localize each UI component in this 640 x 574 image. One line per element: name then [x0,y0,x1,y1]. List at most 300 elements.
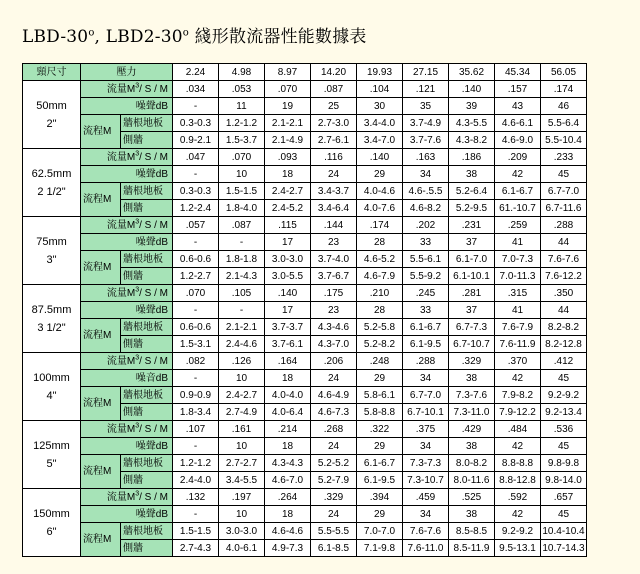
noise-value: - [219,234,265,251]
noise-value: 34 [403,370,449,387]
title-model-2: , LBD2-30 [94,27,183,47]
ceiling-throw-value: 7.0-7.0 [357,523,403,540]
ceiling-throw-value: 6.1-7.0 [449,251,495,268]
noise-value: 24 [311,506,357,523]
flow-value: .264 [265,489,311,506]
pressure-value: 19.93 [357,64,403,81]
noise-value: - [173,438,219,455]
flow-label [81,149,173,166]
side-throw-value: 4.6-7.9 [357,268,403,285]
ceiling-throw-value: 0.6-0.6 [173,251,219,268]
flow-value: .394 [357,489,403,506]
flow-value: .329 [311,489,357,506]
noise-row [23,506,587,523]
flow-value: .412 [541,353,587,370]
noise-value: 41 [495,302,541,319]
throw-label: 流程M [81,523,121,557]
side-throw-value: 2.1-4.9 [265,132,311,149]
ceiling-throw-value: 4.6-4.6 [265,523,311,540]
ceiling-throw-value: 5.5-6.1 [403,251,449,268]
neck-size-cell [23,149,81,217]
side-throw-value: 1.2-2.7 [173,268,219,285]
ceiling-throw-value: 4.6-6.1 [495,115,541,132]
flow-label-prefix: 流量M [106,219,136,231]
ceiling-throw-value: 1.2-1.2 [219,115,265,132]
neck-size-cell [23,217,81,285]
ceiling-throw-value: 9.2-9.2 [495,523,541,540]
side-throw-value: 8.8-12.8 [495,472,541,489]
side-throw-value: 7.1-9.8 [357,540,403,557]
flow-value: .087 [311,81,357,98]
noise-value: 29 [357,506,403,523]
flow-value: .140 [265,285,311,302]
noise-row [23,370,587,387]
ceiling-throw-value: 7.9-8.2 [495,387,541,404]
neck-size-mm: 50mm [36,99,67,112]
side-throw-value: 7.6-11.0 [403,540,449,557]
flow-label [81,81,173,98]
ceiling-throw-value: 5.2-6.4 [449,183,495,200]
ceiling-throw-value: 2.7-3.0 [311,115,357,132]
noise-value: 10 [219,370,265,387]
noise-value: 23 [311,302,357,319]
noise-value: 37 [449,234,495,251]
noise-value: 33 [403,302,449,319]
noise-row [23,234,587,251]
noise-value: 18 [265,166,311,183]
neck-size-mm: 75mm [36,235,67,248]
neck-size-inch: 4" [46,389,57,402]
flow-value: .161 [219,421,265,438]
flow-value: .484 [495,421,541,438]
ceiling-throw-value: 5.5-6.4 [541,115,587,132]
pressure-value: 8.97 [265,64,311,81]
noise-value: 25 [311,98,357,115]
side-throw-value: 7.3-10.7 [403,472,449,489]
ceiling-throw-value: 5.8-6.1 [357,387,403,404]
ceiling-throw-value: 2.1-2.1 [265,115,311,132]
noise-value: 45 [541,438,587,455]
flow-value: .107 [173,421,219,438]
flow-value: .093 [265,149,311,166]
ceiling-label: 牆根地板 [121,319,173,336]
ceiling-throw-value: 6.7-7.3 [449,319,495,336]
noise-value: - [173,234,219,251]
flow-value: .657 [541,489,587,506]
noise-value: 29 [357,438,403,455]
throw-ceiling-row [23,523,587,540]
side-throw-value: 4.9-7.3 [265,540,311,557]
side-wall-label: 側牆 [121,336,173,353]
side-throw-value: 4.0-6.4 [265,404,311,421]
pressure-value: 56.05 [541,64,587,81]
side-throw-value: 4.6-7.3 [311,404,357,421]
ceiling-throw-value: 5.2-5.8 [357,319,403,336]
flow-value: .592 [495,489,541,506]
ceiling-throw-value: 8.5-8.5 [449,523,495,540]
ceiling-throw-value: 4.6-.5.5 [403,183,449,200]
side-throw-value: 3.4-7.0 [357,132,403,149]
title-model-1: LBD-30 [22,27,89,47]
side-throw-value: 5.8-8.8 [357,404,403,421]
ceiling-throw-value: 4.0-4.0 [265,387,311,404]
side-throw-value: 7.6-12.2 [541,268,587,285]
ceiling-throw-value: 4.0-4.6 [357,183,403,200]
side-throw-value: 9.2-13.4 [541,404,587,421]
flow-label-suffix: / S / M [139,151,168,163]
flow-value: .459 [403,489,449,506]
ceiling-throw-value: 0.9-0.9 [173,387,219,404]
side-throw-value: 4.3-8.2 [449,132,495,149]
flow-value: .210 [357,285,403,302]
ceiling-throw-value: 7.0-7.3 [495,251,541,268]
flow-value: .175 [311,285,357,302]
flow-value: .288 [541,217,587,234]
noise-value: 34 [403,506,449,523]
noise-label: 噪聲dB [81,166,173,183]
side-throw-value: 4.6-7.0 [265,472,311,489]
throw-label: 流程M [81,183,121,217]
flow-label-prefix: 流量M [106,423,136,435]
side-throw-value: 9.8-14.0 [541,472,587,489]
ceiling-throw-value: 1.5-1.5 [173,523,219,540]
throw-label: 流程M [81,319,121,353]
neck-size-inch: 2 1/2" [37,185,66,198]
side-throw-value: 0.9-2.1 [173,132,219,149]
side-throw-value: 4.0-6.1 [219,540,265,557]
noise-value: 38 [449,438,495,455]
ceiling-label: 牆根地板 [121,115,173,132]
throw-ceiling-row [23,319,587,336]
side-wall-label: 側牆 [121,472,173,489]
noise-value: 18 [265,370,311,387]
noise-value: - [173,302,219,319]
noise-value: 42 [495,506,541,523]
flow-value: .087 [219,217,265,234]
ceiling-throw-value: 6.7-7.0 [403,387,449,404]
noise-value: 18 [265,438,311,455]
noise-value: 24 [311,166,357,183]
neck-size-mm: 62.5mm [31,167,72,180]
noise-value: 35 [403,98,449,115]
ceiling-throw-value: 5.5-5.5 [311,523,357,540]
neck-size-inch: 5" [46,457,57,470]
noise-value: - [173,166,219,183]
neck-size-mm: 150mm [33,507,70,520]
side-throw-value: 3.7-6.1 [265,336,311,353]
noise-row [23,98,587,115]
ceiling-throw-value: 1.5-1.5 [219,183,265,200]
flow-value: .245 [403,285,449,302]
noise-value: 29 [357,370,403,387]
noise-value: 45 [541,370,587,387]
flow-value: .186 [449,149,495,166]
side-throw-value: 4.3-7.0 [311,336,357,353]
noise-value: 38 [449,370,495,387]
throw-label: 流程M [81,455,121,489]
flow-value: .047 [173,149,219,166]
flow-value: .350 [541,285,587,302]
ceiling-throw-value: 9.2-9.2 [541,387,587,404]
side-throw-value: 7.3-11.0 [449,404,495,421]
flow-value: .104 [357,81,403,98]
pressure-value: 14.20 [311,64,357,81]
flow-label-sup: 3 [135,286,140,294]
throw-ceiling-row [23,251,587,268]
side-throw-value: 61.-10.7 [495,200,541,217]
side-throw-value: 6.1-10.1 [449,268,495,285]
flow-value: .132 [173,489,219,506]
throw-label: 流程M [81,387,121,421]
flow-value: .329 [449,353,495,370]
side-throw-value: 2.4-4.6 [219,336,265,353]
side-throw-value: 2.4-4.0 [173,472,219,489]
ceiling-throw-value: 3.4-4.0 [357,115,403,132]
flow-value: .174 [541,81,587,98]
flow-value: .248 [357,353,403,370]
ceiling-throw-value: 7.6-7.9 [495,319,541,336]
noise-value: 39 [449,98,495,115]
ceiling-throw-value: 5.2-5.2 [311,455,357,472]
flow-value: .197 [219,489,265,506]
side-throw-value: 2.7-4.3 [173,540,219,557]
ceiling-throw-value: 2.4-2.7 [219,387,265,404]
throw-ceiling-row [23,115,587,132]
noise-value: 46 [541,98,587,115]
side-throw-value: 8.2-12.8 [541,336,587,353]
ceiling-throw-value: 3.7-4.0 [311,251,357,268]
side-throw-value: 3.0-5.5 [265,268,311,285]
side-throw-value: 2.7-4.9 [219,404,265,421]
ceiling-label: 牆根地板 [121,455,173,472]
noise-value: 17 [265,302,311,319]
ceiling-throw-value: 2.7-2.7 [219,455,265,472]
throw-ceiling-row [23,455,587,472]
flow-label-suffix: / S / M [139,83,168,95]
flow-label-sup: 3 [135,490,140,498]
noise-value: 23 [311,234,357,251]
pressure-value: 45.34 [495,64,541,81]
flow-value: .070 [265,81,311,98]
flow-label-prefix: 流量M [106,287,136,299]
noise-value: 28 [357,234,403,251]
noise-value: 42 [495,166,541,183]
noise-value: 38 [449,506,495,523]
ceiling-throw-value: 0.3-0.3 [173,115,219,132]
neck-size-inch: 6" [46,525,57,538]
ceiling-throw-value: 6.1-6.7 [403,319,449,336]
ceiling-label: 牆根地板 [121,523,173,540]
flow-label-suffix: / S / M [139,287,168,299]
ceiling-throw-value: 4.3-4.3 [265,455,311,472]
flow-value: .174 [357,217,403,234]
flow-value: .053 [219,81,265,98]
side-throw-value: 7.9-12.2 [495,404,541,421]
noise-value: 37 [449,302,495,319]
noise-value: 19 [265,98,311,115]
pressure-value: 4.98 [219,64,265,81]
flow-label-sup: 3 [135,354,140,362]
flow-value: .121 [403,81,449,98]
noise-value: 17 [265,234,311,251]
ceiling-throw-value: 8.8-8.8 [495,455,541,472]
noise-value: 42 [495,370,541,387]
side-throw-value: 5.2-9.5 [449,200,495,217]
noise-value: - [173,506,219,523]
flow-value: .164 [265,353,311,370]
noise-label: 噪聲dB [81,234,173,251]
ceiling-throw-value: 3.7-4.9 [403,115,449,132]
noise-value: 41 [495,234,541,251]
side-wall-label: 側牆 [121,404,173,421]
side-throw-value: 6.1-8.5 [311,540,357,557]
flow-value: .105 [219,285,265,302]
noise-value: - [173,370,219,387]
side-throw-value: 3.7-7.6 [403,132,449,149]
side-throw-value: 5.5-10.4 [541,132,587,149]
flow-value: .163 [403,149,449,166]
ceiling-throw-value: 3.0-3.0 [219,523,265,540]
flow-value: .315 [495,285,541,302]
side-throw-value: 2.1-4.3 [219,268,265,285]
flow-label [81,489,173,506]
side-throw-value: 9.5-13.1 [495,540,541,557]
throw-label: 流程M [81,115,121,149]
side-throw-value: 6.7-10.7 [449,336,495,353]
side-throw-value: 4.6-9.0 [495,132,541,149]
side-throw-value: 10.7-14.3 [541,540,587,557]
ceiling-throw-value: 2.1-2.1 [219,319,265,336]
ceiling-throw-value: 3.0-3.0 [265,251,311,268]
side-throw-value: 1.5-3.1 [173,336,219,353]
noise-value: 38 [449,166,495,183]
side-throw-value: 4.0-7.6 [357,200,403,217]
flow-value: .202 [403,217,449,234]
flow-value: .206 [311,353,357,370]
ceiling-throw-value: 10.4-10.4 [541,523,587,540]
page-title [22,22,367,47]
flow-value: .259 [495,217,541,234]
header-row [23,64,587,81]
flow-value: .322 [357,421,403,438]
flow-value: .209 [495,149,541,166]
ceiling-throw-value: 3.4-3.7 [311,183,357,200]
flow-row [23,149,587,166]
neck-size-inch: 3" [46,253,57,266]
neck-size-cell [23,421,81,489]
side-throw-value: 3.7-6.7 [311,268,357,285]
side-throw-value: 2.7-6.1 [311,132,357,149]
ceiling-throw-value: 7.6-7.6 [541,251,587,268]
side-wall-label: 側牆 [121,200,173,217]
ceiling-throw-value: 6.1-6.7 [357,455,403,472]
flow-value: .288 [403,353,449,370]
noise-row [23,166,587,183]
neck-size-cell [23,285,81,353]
noise-label: 噪音dB [81,370,173,387]
noise-label: 噪聲dB [81,98,173,115]
ceiling-throw-value: 9.8-9.8 [541,455,587,472]
performance-table [22,63,587,557]
noise-value: 30 [357,98,403,115]
flow-label-prefix: 流量M [106,491,136,503]
flow-value: .231 [449,217,495,234]
ceiling-throw-value: 7.6-7.6 [403,523,449,540]
flow-value: .140 [357,149,403,166]
flow-label-suffix: / S / M [139,491,168,503]
flow-value: .126 [219,353,265,370]
flow-label [81,217,173,234]
ceiling-throw-value: 6.7-7.0 [541,183,587,200]
side-throw-value: 5.5-9.2 [403,268,449,285]
noise-value: 45 [541,166,587,183]
flow-value: .233 [541,149,587,166]
ceiling-throw-value: 1.2-1.2 [173,455,219,472]
flow-label-suffix: / S / M [139,219,168,231]
neck-size-mm: 125mm [33,439,70,452]
flow-row [23,285,587,302]
side-throw-value: 7.0-11.3 [495,268,541,285]
side-throw-value: 1.8-4.0 [219,200,265,217]
throw-ceiling-row [23,183,587,200]
side-throw-value: 5.2-8.2 [357,336,403,353]
flow-value: .115 [265,217,311,234]
side-throw-value: 3.4-6.4 [311,200,357,217]
side-wall-label: 側牆 [121,132,173,149]
pressure-value: 27.15 [403,64,449,81]
flow-value: .429 [449,421,495,438]
pressure-header: 壓力 [81,64,173,81]
ceiling-throw-value: 4.6-4.9 [311,387,357,404]
flow-value: .070 [173,285,219,302]
flow-label [81,353,173,370]
noise-value: 45 [541,506,587,523]
side-throw-value: 7.6-11.9 [495,336,541,353]
neck-size-inch: 3 1/2" [37,321,66,334]
ceiling-throw-value: 6.1-6.7 [495,183,541,200]
ceiling-throw-value: 4.6-5.2 [357,251,403,268]
side-throw-value: 1.8-3.4 [173,404,219,421]
noise-value: 10 [219,438,265,455]
flow-value: .375 [403,421,449,438]
ceiling-throw-value: 4.3-4.6 [311,319,357,336]
side-wall-label: 側牆 [121,268,173,285]
noise-label: 噪聲dB [81,438,173,455]
ceiling-throw-value: 0.3-0.3 [173,183,219,200]
flow-label-prefix: 流量M [106,355,136,367]
flow-value: .070 [219,149,265,166]
flow-row [23,421,587,438]
neck-size-cell [23,489,81,557]
neck-size-mm: 87.5mm [31,303,72,316]
noise-value: 11 [219,98,265,115]
flow-label-prefix: 流量M [106,83,136,95]
noise-value: 43 [495,98,541,115]
side-throw-value: 1.5-3.7 [219,132,265,149]
flow-label-prefix: 流量M [106,151,136,163]
flow-value: .281 [449,285,495,302]
side-throw-value: 2.4-5.2 [265,200,311,217]
pressure-value: 35.62 [449,64,495,81]
neck-size-mm: 100mm [33,371,70,384]
noise-value: 24 [311,370,357,387]
side-throw-value: 6.7-11.6 [541,200,587,217]
noise-value: 28 [357,302,403,319]
noise-value: - [173,98,219,115]
flow-value: .144 [311,217,357,234]
flow-row [23,489,587,506]
throw-ceiling-row [23,387,587,404]
